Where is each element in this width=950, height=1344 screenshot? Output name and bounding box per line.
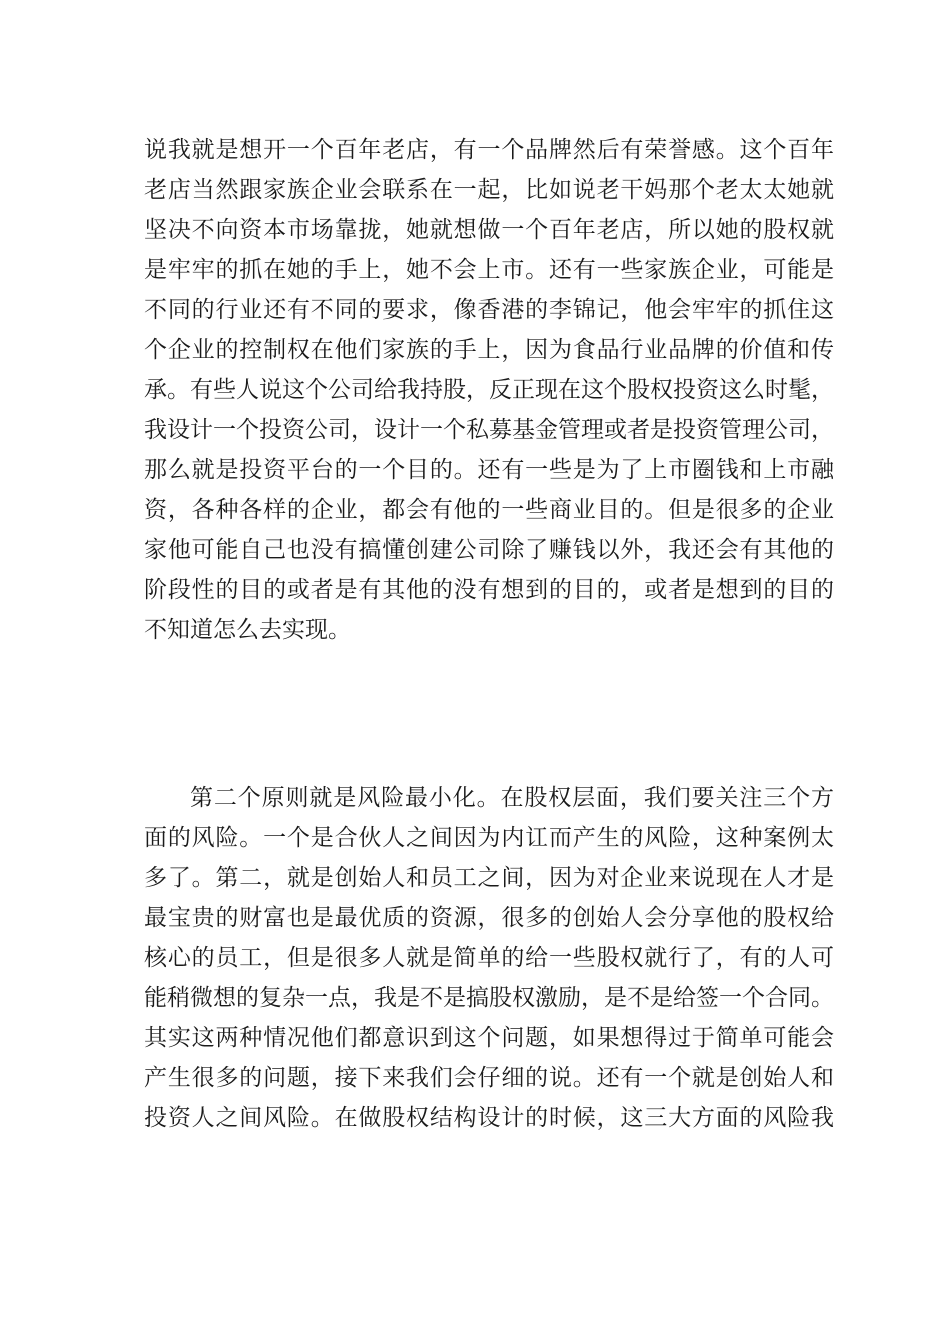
- paragraph-line: 核心的员工，但是很多人就是简单的给一些股权就行了，有的人可: [144, 945, 834, 971]
- paragraph-line: 面的风险。一个是合伙人之间因为内讧而产生的风险，这种案例太: [144, 825, 834, 851]
- paragraph-line: 坚决不向资本市场靠拢，她就想做一个百年老店，所以她的股权就: [144, 217, 834, 243]
- paragraph-1: [144, 130, 834, 650]
- paragraph-line: 资，各种各样的企业，都会有他的一些商业目的。但是很多的企业: [144, 497, 834, 523]
- paragraph-line: 多了。第二，就是创始人和员工之间，因为对企业来说现在人才是: [144, 865, 834, 891]
- paragraph-line: 不同的行业还有不同的要求，像香港的李锦记，他会牢牢的抓住这: [144, 297, 834, 323]
- paragraph-line: 说我就是想开一个百年老店，有一个品牌然后有荣誉感。这个百年: [144, 137, 834, 163]
- paragraph-line: 家他可能自己也没有搞懂创建公司除了赚钱以外，我还会有其他的: [144, 537, 834, 563]
- paragraph-line: 第二个原则就是风险最小化。在股权层面，我们要关注三个方: [190, 785, 834, 811]
- paragraph-line: 最宝贵的财富也是最优质的资源，很多的创始人会分享他的股权给: [144, 905, 834, 931]
- paragraph-2: [144, 778, 834, 1138]
- paragraph-line: 产生很多的问题，接下来我们会仔细的说。还有一个就是创始人和: [144, 1065, 834, 1091]
- paragraph-line: 老店当然跟家族企业会联系在一起，比如说老干妈那个老太太她就: [144, 177, 834, 203]
- paragraph-line: 个企业的控制权在他们家族的手上，因为食品行业品牌的价值和传: [144, 337, 834, 363]
- paragraph-line: 投资人之间风险。在做股权结构设计的时候，这三大方面的风险我: [144, 1105, 834, 1131]
- paragraph-line: 能稍微想的复杂一点，我是不是搞股权激励，是不是给签一个合同。: [144, 985, 834, 1011]
- paragraph-line: 阶段性的目的或者是有其他的没有想到的目的，或者是想到的目的: [144, 577, 834, 603]
- paragraph-line: 不知道怎么去实现。: [144, 617, 351, 643]
- paragraph-line: 我设计一个投资公司，设计一个私募基金管理或者是投资管理公司，: [144, 417, 834, 443]
- paragraph-line: 那么就是投资平台的一个目的。还有一些是为了上市圈钱和上市融: [144, 457, 834, 483]
- paragraph-line: 其实这两种情况他们都意识到这个问题，如果想得过于简单可能会: [144, 1025, 834, 1051]
- paragraph-line: 承。有些人说这个公司给我持股，反正现在这个股权投资这么时髦，: [144, 377, 834, 403]
- paragraph-line: 是牢牢的抓在她的手上，她不会上市。还有一些家族企业，可能是: [144, 257, 834, 283]
